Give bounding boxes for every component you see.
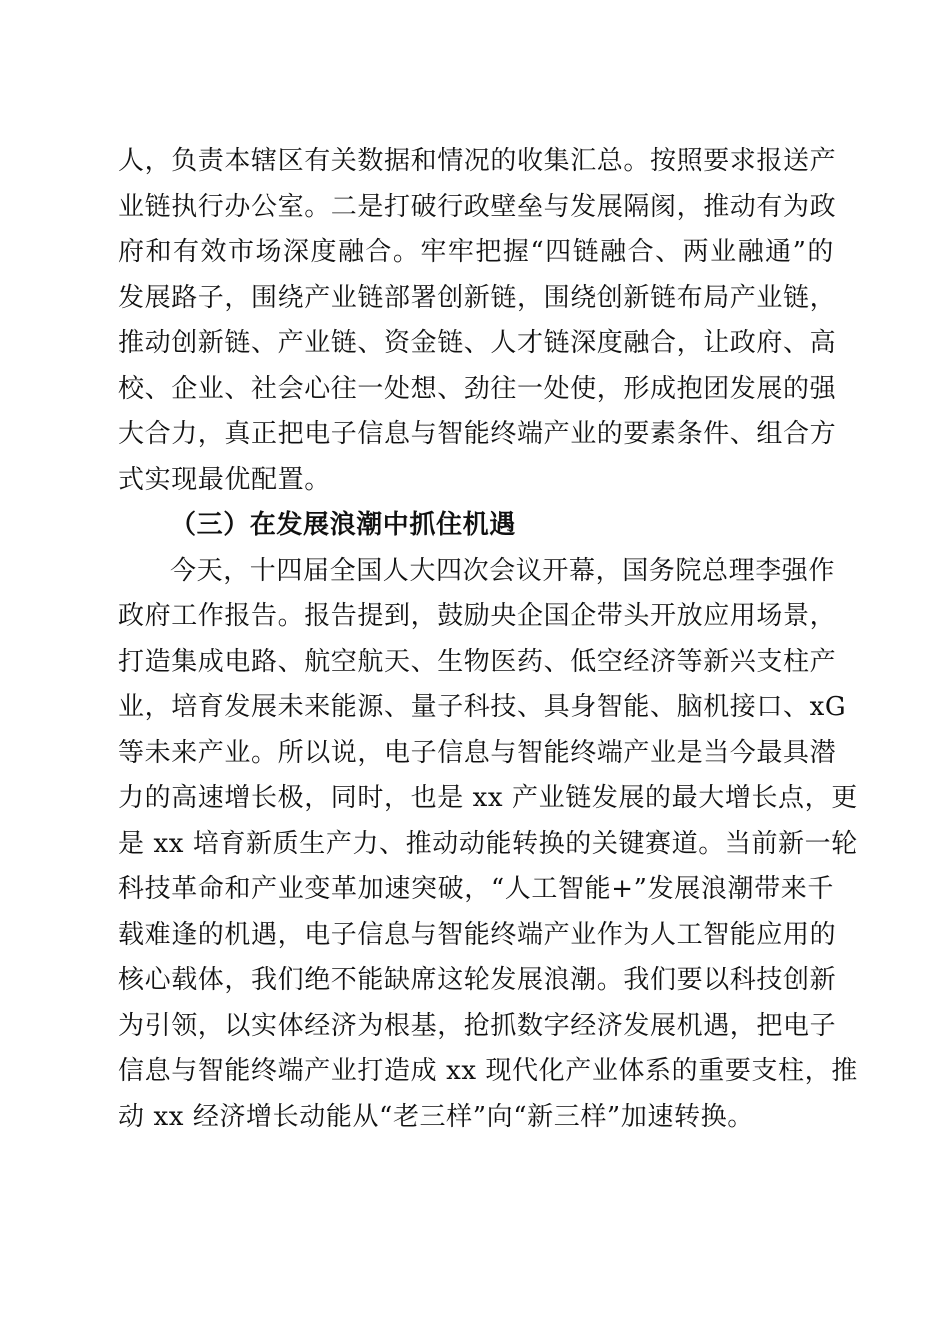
paragraph-line: 府和有效市场深度融合。牢牢把握“四链融合、两业融通”的 [118,237,834,267]
paragraph-line: 式实现最优配置。 [118,464,331,495]
paragraph-line: 动 xx 经济增长动能从“老三样”向“新三样”加速转换。 [118,1101,754,1132]
paragraph-1 [118,139,837,503]
paragraph-2 [118,549,858,1141]
paragraph-line: 政府工作报告。报告提到，鼓励央企国企带头开放应用场景， [118,601,837,631]
paragraph-line: 推动创新链、产业链、资金链、人才链深度融合，让政府、高 [118,328,837,358]
paragraph-line: 力的高速增长极，同时，也是 xx 产业链发展的最大增长点，更 [118,783,858,813]
paragraph-line: 大合力，真正把电子信息与智能终端产业的要素条件、组合方 [118,419,837,449]
paragraph-line: 打造集成电路、航空航天、生物医药、低空经济等新兴支柱产 [118,646,837,677]
paragraph-line: 业，培育发展未来能源、量子科技、具身智能、脑机接口、xG [118,692,847,722]
paragraph-line: 等未来产业。所以说，电子信息与智能终端产业是当今最具潜 [118,737,837,768]
paragraph-line: 为引领，以实体经济为根基，抢抓数字经济发展机遇，把电子 [118,1010,837,1041]
paragraph-line: 业链执行办公室。二是打破行政壁垒与发展隔阂，推动有为政 [118,191,837,222]
section-heading: （三）在发展浪潮中抓住机遇 [170,510,516,540]
paragraph-line: 发展路子，围绕产业链部署创新链，围绕创新链布局产业链， [118,282,837,313]
document-body [118,139,858,1140]
paragraph-line: 人，负责本辖区有关数据和情况的收集汇总。按照要求报送产 [118,146,837,176]
paragraph-line: 核心载体，我们绝不能缺席这轮发展浪潮。我们要以科技创新 [118,965,837,995]
paragraph-line: 今天，十四届全国人大四次会议开幕，国务院总理李强作 [170,555,836,586]
paragraph-line: 校、企业、社会心往一处想、劲往一处使，形成抱团发展的强 [118,373,837,404]
paragraph-line: 科技革命和产业变革加速突破，“人工智能+”发展浪潮带来千 [118,874,834,904]
paragraph-line: 信息与智能终端产业打造成 xx 现代化产业体系的重要支柱，推 [118,1056,858,1086]
paragraph-line: 载难逢的机遇，电子信息与智能终端产业作为人工智能应用的 [118,919,837,950]
paragraph-line: 是 xx 培育新质生产力、推动动能转换的关键赛道。当前新一轮 [118,828,858,859]
